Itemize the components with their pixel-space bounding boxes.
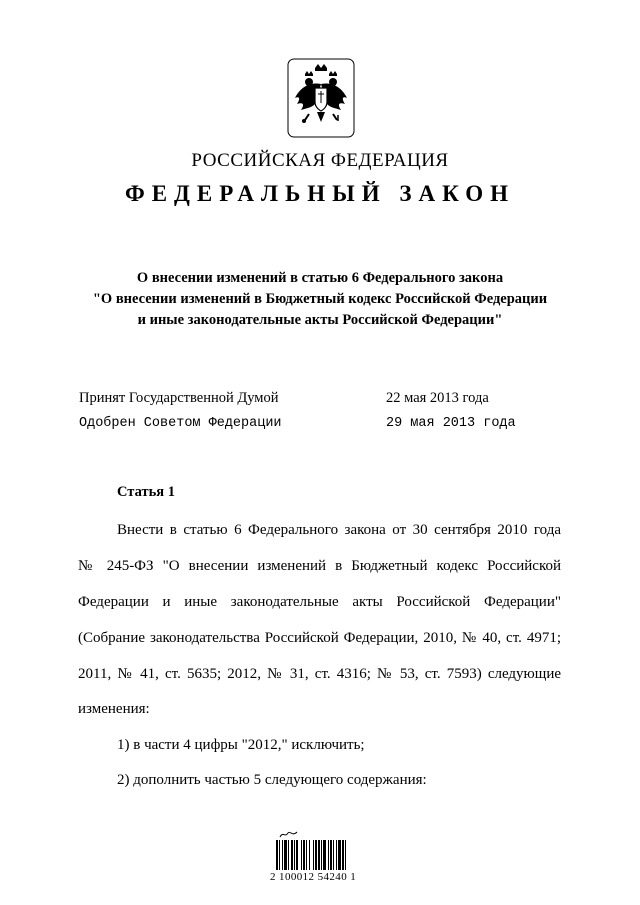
barcode-icon	[276, 840, 366, 870]
article-body-line: Федерации и иные законодательные акты Российской Федерации"	[78, 594, 561, 610]
article-item: 1) в части 4 цифры "2012," исключить;	[117, 737, 365, 753]
coat-of-arms-icon	[287, 58, 355, 138]
article-body-line: изменения:	[78, 701, 150, 717]
article-body-line: Внести в статью 6 Федерального закона от 30 сентября 2010 года	[117, 522, 561, 538]
signature-mark-icon	[279, 829, 299, 839]
adopted-by-duma-label: Принят Государственной Думой	[79, 390, 279, 406]
document-type: ФЕДЕРАЛЬНЫЙ ЗАКОН	[124, 181, 516, 206]
law-title-line-1: О внесении изменений в статью 6 Федерального закона	[136, 270, 504, 286]
article-body-line: (Собрание законодательства Российской Федерации, 2010, № 40, ст. 4971;	[78, 630, 561, 646]
law-title-line-3: и иные законодательные акты Российской Федерации"	[137, 312, 503, 328]
adopted-date: 22 мая 2013 года	[386, 390, 489, 406]
barcode-number: 2 100012 54240 1	[270, 871, 357, 883]
article-body-line: № 245-ФЗ "О внесении изменений в Бюджетный кодекс Российской	[78, 558, 561, 574]
approved-date: 29 мая 2013 года	[386, 416, 516, 431]
law-title-line-2: "О внесении изменений в Бюджетный кодекс Российской Федерации	[92, 291, 548, 307]
approved-by-council-label: Одобрен Советом Федерации	[79, 416, 282, 431]
article-heading: Статья 1	[117, 484, 175, 500]
article-item: 2) дополнить частью 5 следующего содержания:	[117, 772, 427, 788]
country-name: РОССИЙСКАЯ ФЕДЕРАЦИЯ	[191, 150, 449, 171]
article-body-line: 2011, № 41, ст. 5635; 2012, № 31, ст. 4316; № 53, ст. 7593) следующие	[78, 666, 561, 682]
